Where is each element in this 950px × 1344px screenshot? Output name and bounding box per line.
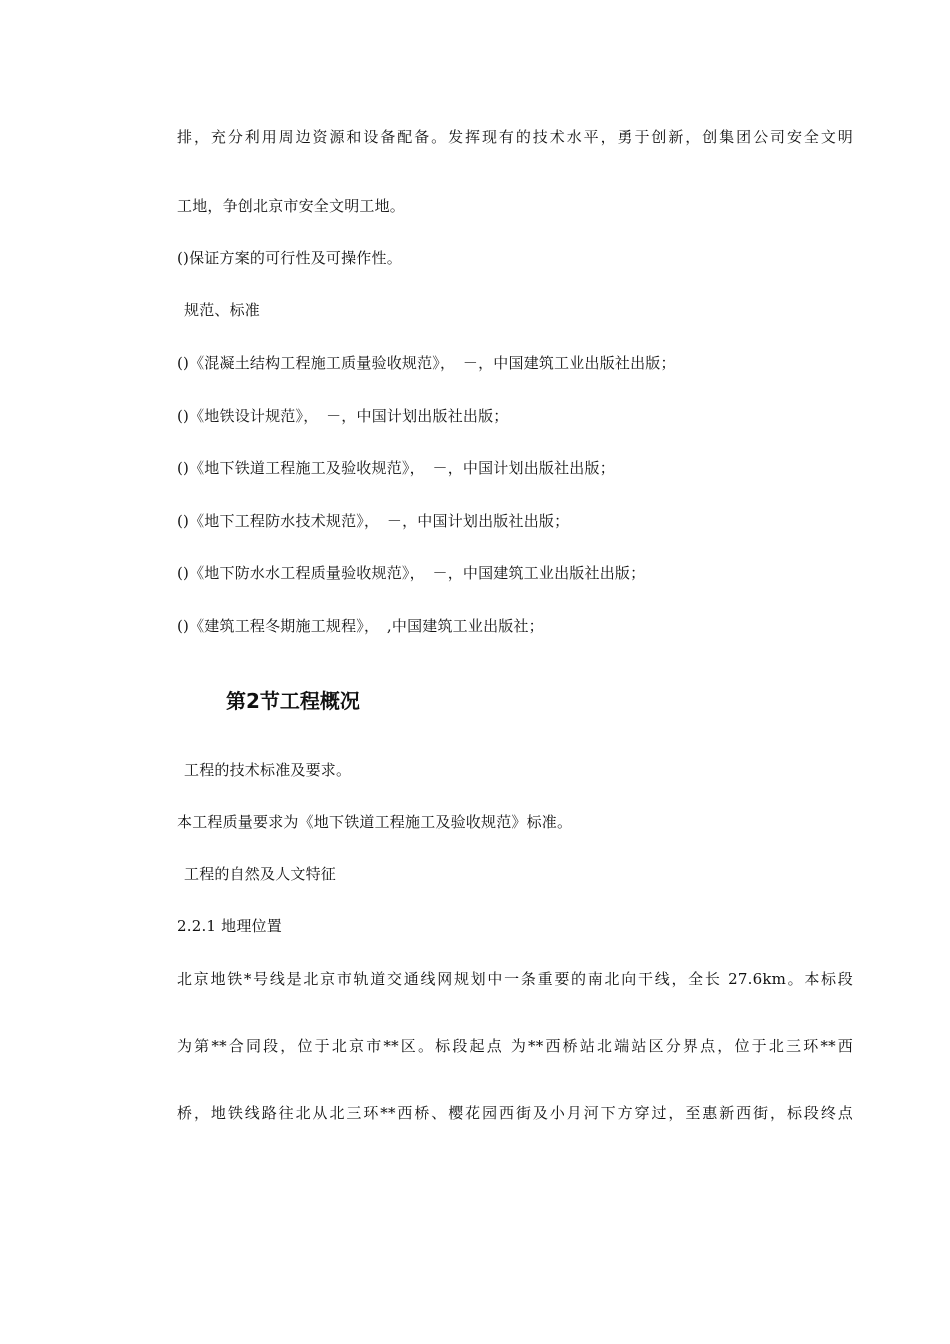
- paragraph-line: ()保证方案的可行性及可操作性。: [177, 249, 402, 267]
- paragraph-line: 本工程质量要求为《地下铁道工程施工及验收规范》标准。: [177, 813, 573, 831]
- standard-item: ()《地下铁道工程施工及验收规范》， －，中国计划出版社出版；: [177, 459, 615, 477]
- paragraph-line: 工地，争创北京市安全文明工地。: [177, 197, 406, 215]
- standard-item: ()《地下防水水工程质量验收规范》， －，中国建筑工业出版社出版；: [177, 564, 646, 582]
- paragraph-line: 北京地铁*号线是北京市轨道交通线网规划中一条重要的南北向干线，全长 27.6km。本标段: [177, 970, 853, 988]
- subsection-title: 工程的技术标准及要求。: [184, 761, 352, 779]
- standard-item: ()《建筑工程冬期施工规程》， ,中国建筑工业出版社；: [177, 617, 544, 635]
- paragraph-line: 桥，地铁线路往北从北三环**西桥、樱花园西街及小月河下方穿过，至惠新西街，标段终点: [177, 1104, 853, 1122]
- paragraph-line: 排，充分利用周边资源和设备配备。发挥现有的技术水平，勇于创新，创集团公司安全文明: [177, 128, 853, 146]
- standards-title: 规范、标准: [184, 301, 261, 319]
- paragraph-line: 为第**合同段，位于北京市**区。标段起点 为**西桥站北端站区分界点，位于北三环**西: [177, 1037, 853, 1055]
- subsection-title: 工程的自然及人文特征: [184, 865, 337, 883]
- standard-item: ()《地铁设计规范》， －，中国计划出版社出版；: [177, 407, 509, 425]
- standard-item: ()《地下工程防水技术规范》， －，中国计划出版社出版；: [177, 512, 570, 530]
- standard-item: ()《混凝土结构工程施工质量验收规范》， －，中国建筑工业出版社出版；: [177, 354, 676, 372]
- sub-heading: 2.2.1 地理位置: [177, 917, 282, 935]
- section-heading: 第2节工程概况: [226, 689, 360, 713]
